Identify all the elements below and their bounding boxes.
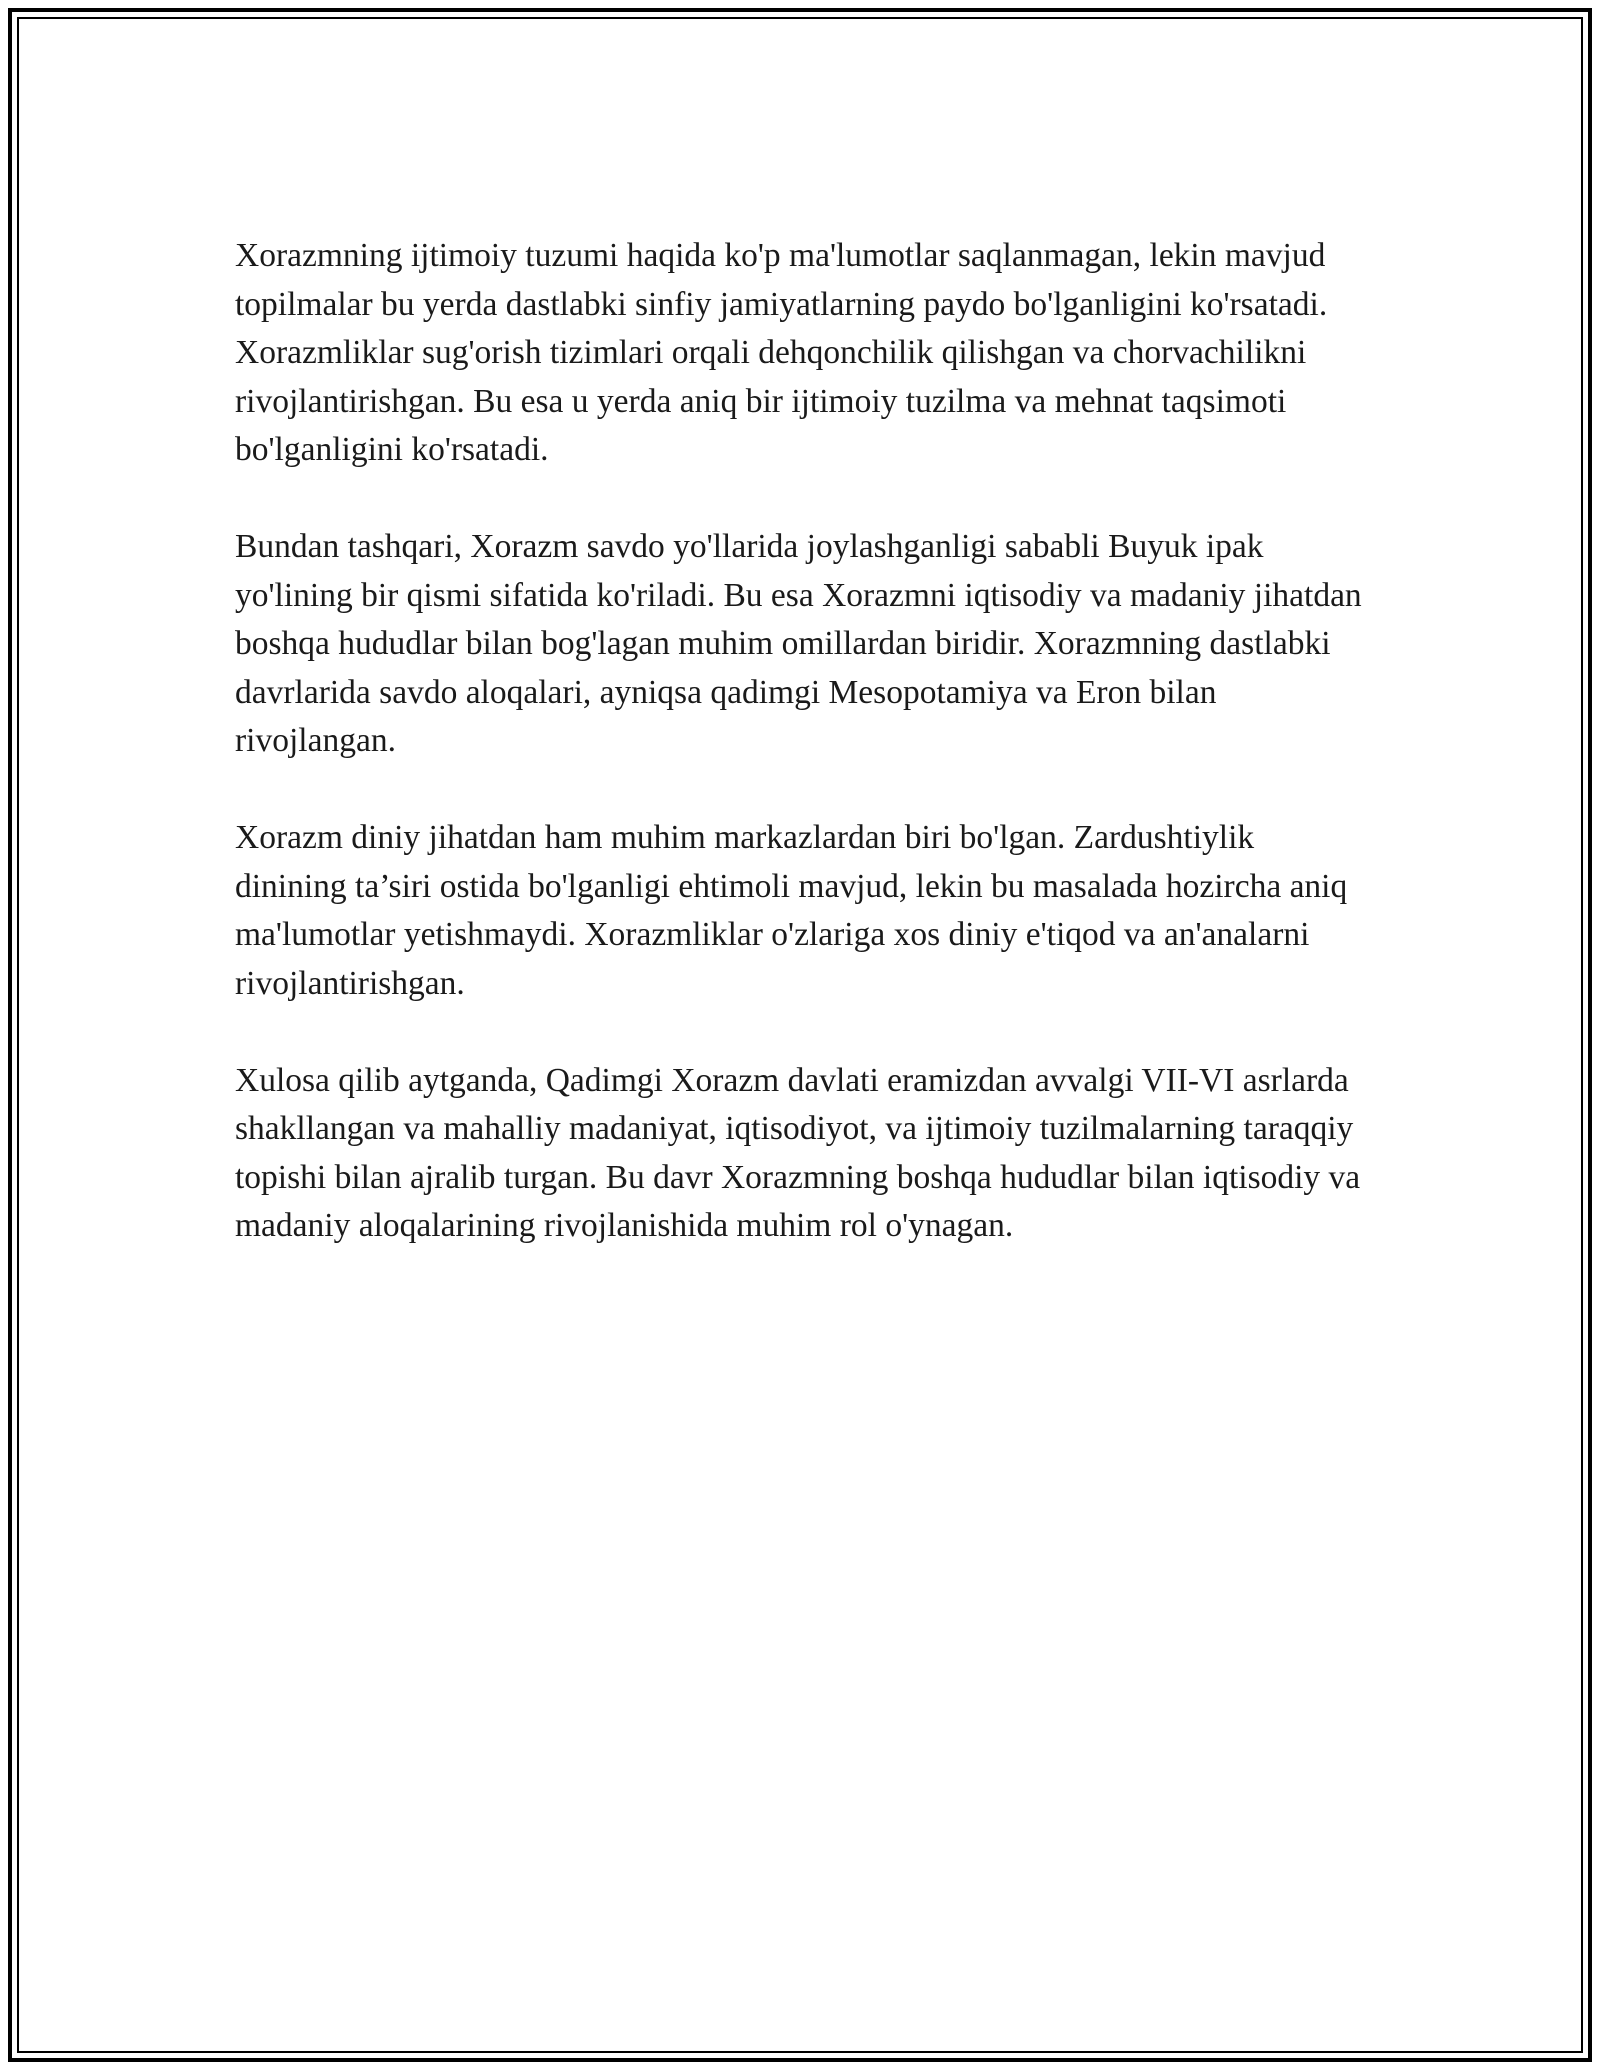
- paragraph-conclusion: Xulosa qilib aytganda, Qadimgi Xorazm davlati eramizdan avvalgi VII-VI asrlarda shakllangan va mahalliy madaniyat, iqtisodiyot, va ijtimoiy tuzilmalarning taraqqiy topishi bilan ajralib turgan. Bu davr Xorazmning boshqa hududlar bilan iqtisodiy va madaniy aloqalarining rivojlanishida muhim rol o'ynagan.: [235, 1061, 1361, 1244]
- paragraph-religion: Xorazm diniy jihatdan ham muhim markazlardan biri bo'lgan. Zardushtiylik dinining ta’siri ostida bo'lganligi ehtimoli mavjud, lekin bu masalada hozircha aniq ma'lumotlar yetishmaydi. Xorazmliklar o'zlariga xos diniy e'tiqod va an'analarni rivojlantirishgan.: [235, 819, 1348, 1002]
- paragraph-trade-routes: Bundan tashqari, Xorazm savdo yo'llarida joylashganligi sababli Buyuk ipak yo'lining bir qismi sifatida ko'riladi. Bu esa Xorazmni iqtisodiy va madaniy jihatdan boshqa hududlar bilan bog'lagan muhim omillardan biridir. Xorazmning dastlabki davrlarida savdo aloqalari, ayniqsa qadimgi Mesopotamiya va Eron bilan rivojlangan.: [235, 528, 1362, 759]
- document-body: [235, 232, 1370, 1251]
- paragraph-social-structure: Xorazmning ijtimoiy tuzumi haqida ko'p ma'lumotlar saqlanmagan, lekin mavjud topilmalar bu yerda dastlabki sinfiy jamiyatlarning paydo bo'lganligini ko'rsatadi. Xorazmliklar sug'orish tizimlari orqali dehqonchilik qilishgan va chorvachilikni rivojlantirishgan. Bu esa u yerda aniq bir ijtimoiy tuzilma va mehnat taqsimoti bo'lganligini ko'rsatadi.: [235, 237, 1328, 468]
